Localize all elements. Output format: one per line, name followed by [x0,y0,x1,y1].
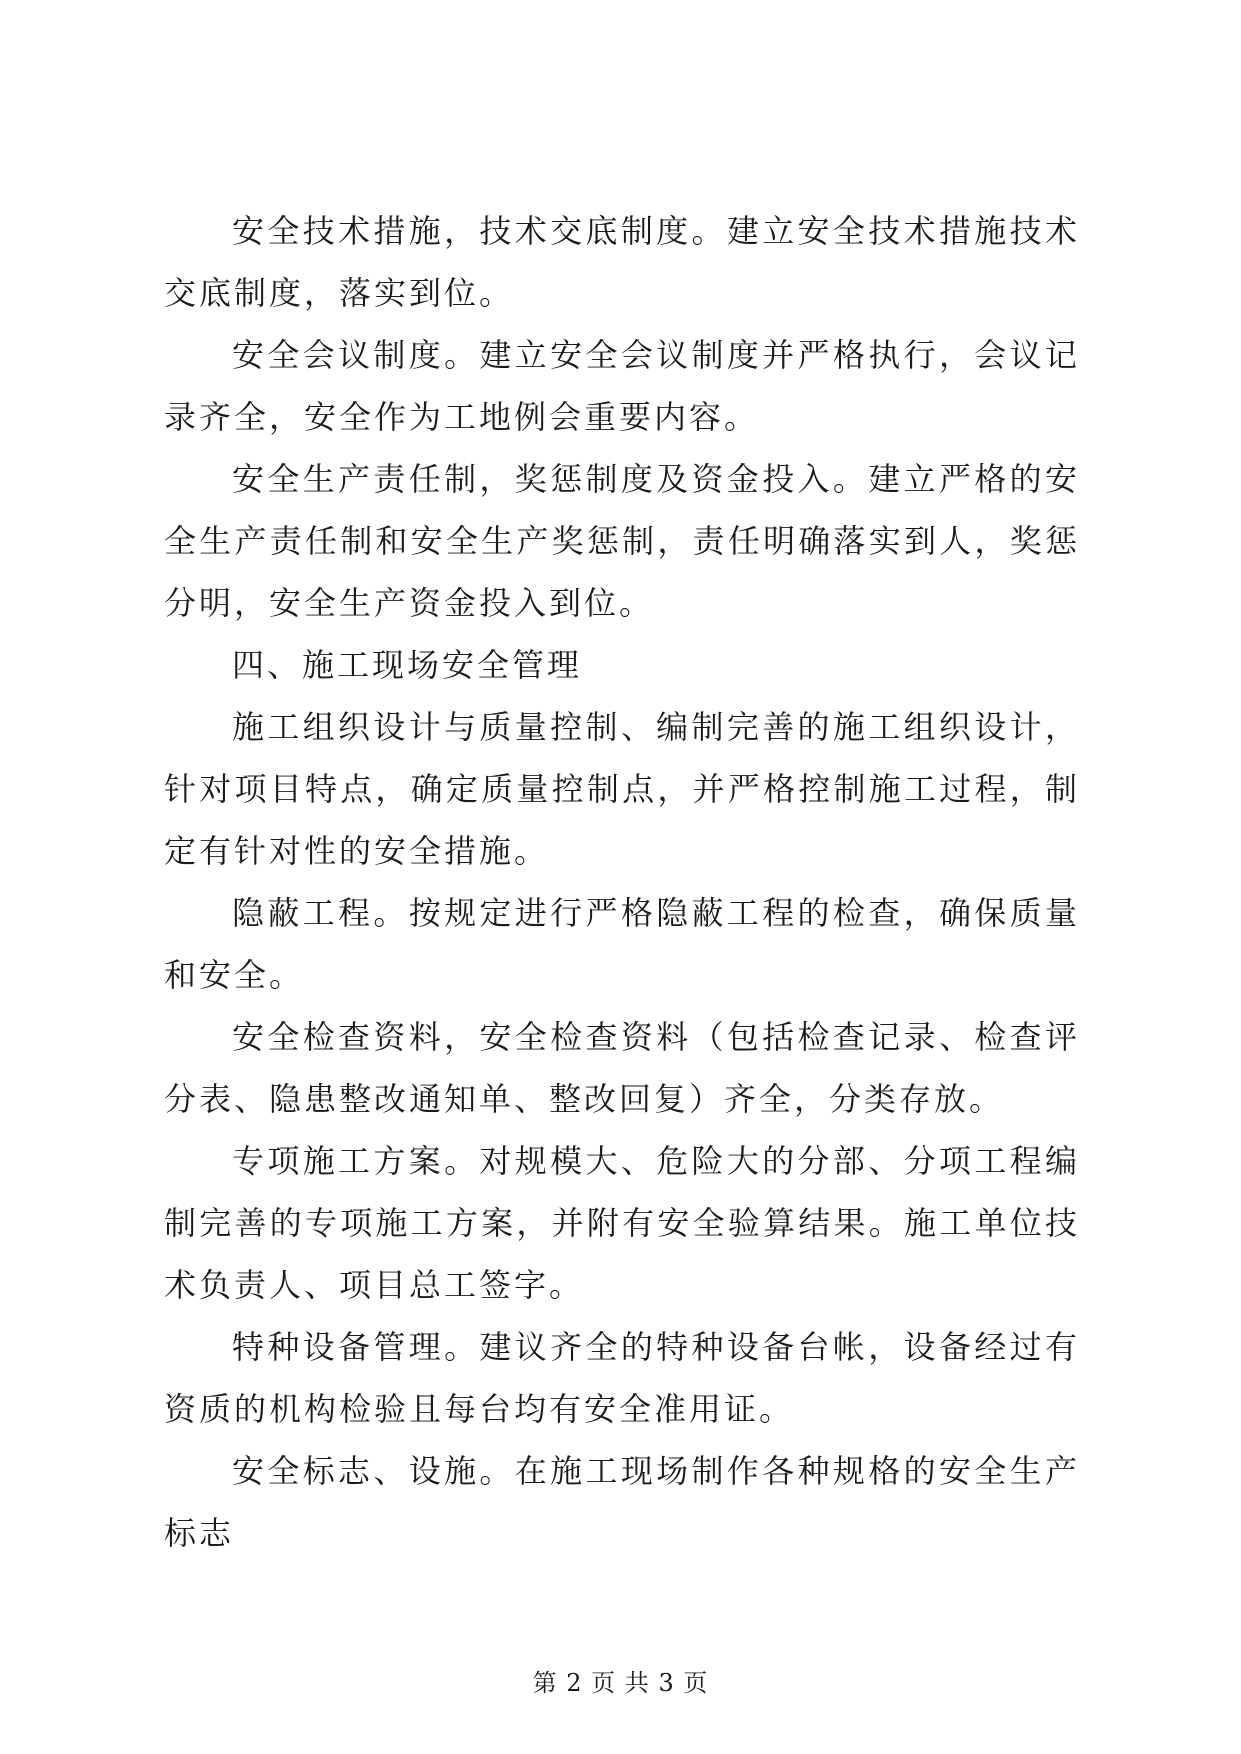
paragraph-concealed-works: 隐蔽工程。按规定进行严格隐蔽工程的检查，确保质量和安全。 [164,894,1080,994]
page-number-label: 第 2 页 共 3 页 [532,1669,709,1697]
paragraph-responsibility: 安全生产责任制，奖惩制度及资金投入。建立严格的安全生产责任制和安全生产奖惩制，责任明确落实到人，奖惩分明，安全生产资金投入到位。 [164,460,1080,622]
paragraph-inspection-records: 安全检查资料，安全检查资料（包括检查记录、检查评分表、隐患整改通知单、整改回复）齐全，分类存放。 [164,1018,1080,1118]
paragraph-safety-signs: 安全标志、设施。在施工现场制作各种规格的安全生产标志 [164,1452,1080,1552]
document-body [164,200,1080,1564]
page-footer [0,1668,1241,1698]
paragraph-tech-measures: 安全技术措施，技术交底制度。建立安全技术措施技术交底制度，落实到位。 [164,212,1080,312]
section-heading-site-safety: 四、施工现场安全管理 [232,646,583,684]
paragraph-safety-meeting: 安全会议制度。建立安全会议制度并严格执行，会议记录齐全，安全作为工地例会重要内容。 [164,336,1080,436]
paragraph-special-plan: 专项施工方案。对规模大、危险大的分部、分项工程编制完善的专项施工方案，并附有安全验算结果。施工单位技术负责人、项目总工签字。 [164,1142,1080,1304]
paragraph-construction-design: 施工组织设计与质量控制、编制完善的施工组织设计，针对项目特点，确定质量控制点，并严格控制施工过程，制定有针对性的安全措施。 [164,708,1080,870]
paragraph-special-equipment: 特种设备管理。建议齐全的特种设备台帐，设备经过有资质的机构检验且每台均有安全准用证。 [164,1328,1080,1428]
